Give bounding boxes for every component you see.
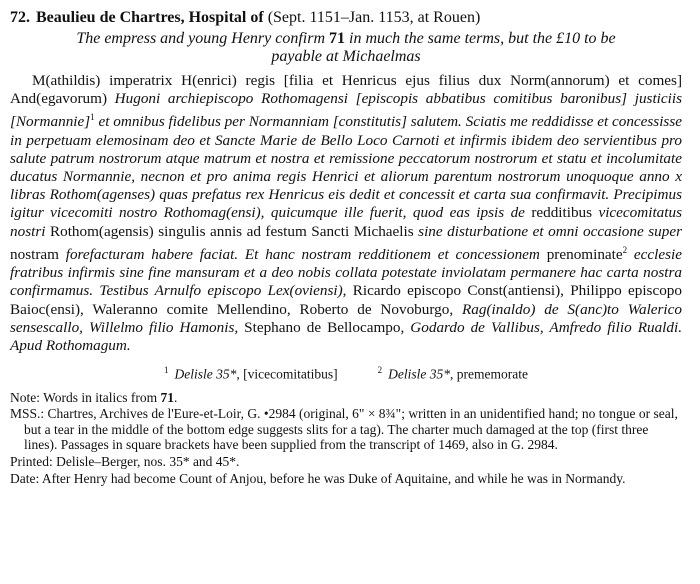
- footnote-marker: 1: [90, 112, 95, 123]
- charter-segment: Stephano de Bellocampo,: [238, 318, 405, 336]
- charter-segment-italic: Rag(inaldo) de S(anc)to Walerico sensescallo, Willelmo filio Hamonis,: [10, 300, 682, 336]
- footnote-text: , prememorate: [450, 366, 528, 382]
- summary-text: The empress and young Henry confirm: [76, 30, 330, 47]
- footnote-text: , [vicecomitatibus]: [236, 366, 338, 382]
- charter-segment: redditibus: [524, 204, 593, 222]
- footnote-2: [378, 361, 528, 384]
- charter-heading: [10, 8, 682, 28]
- footnote-marker: 2: [622, 244, 628, 255]
- charter-segment-italic: et omnibus fidelibus per Normanniam [constitutis] salutem. Sciatis me reddidisse et concessisse in perpetuam elemosinam deo et Sancte Marie de Bello Loco Carnoti et infirmis ibidem deo servientibus pro salute patrum nostrorum atque matrum et nostra et remissione peccatorum nostrorum et statu et incolumitate ducatus Normannie, necnon et pro anima regis Henrici et aliorum parentum nostrorum unoquoque anno x libras Rothom(agenses) quas prefatus rex Henricus eis dedit et concessit et carta sua confirmavit. Precipimus igitur vicecomiti nostro Rothomag(ensi), quicumque ille fuerit, quod eas ipsis de: [10, 113, 682, 222]
- footnote-source: Delisle 35*: [174, 366, 237, 382]
- date-label: Date:: [10, 470, 40, 486]
- mss-text: Chartres, Archives de l'Eure-et-Loir, G. •2984 (original, 6" × 8¾"; written in an unidentified hand; no tongue or seal, but a tear in the middle of the bottom edge suggests slits for a tag). The charter much damaged at the top (first three lines). Passages in square brackets have been supplied from the transcript of 1469, also in G. 2984.: [24, 406, 678, 453]
- summary-ref: 71: [329, 30, 346, 47]
- note-ref: 71: [160, 389, 175, 405]
- note-label: Note:: [10, 389, 40, 405]
- charter-segment-italic: Godardo de Vallibus, Amfredo filio Rualdi. Apud Rothomagum.: [10, 318, 682, 354]
- printed-text: Delisle–Berger, nos. 35* and 45*.: [52, 454, 240, 470]
- charter-segment-italic: sine disturbatione et omni occasione super: [413, 222, 683, 240]
- charter-number: 72.: [10, 9, 30, 26]
- note-text: Words in italics from: [40, 389, 161, 405]
- charter-segment-italic: forefacturam habere faciat. Et hanc nostram redditionem et concessionem: [58, 245, 540, 263]
- charter-segment-italic: Hugoni archiepiscopo Rothomagensi [episcopis abbatibus comitibus baronibus] justiciis [Normannie]: [10, 90, 682, 131]
- mss-note: [10, 406, 682, 453]
- printed-note: [10, 454, 682, 470]
- footnote-1: [164, 361, 338, 384]
- charter-segment: nostram: [10, 245, 59, 263]
- summary-text-end: in much the same terms, but the £10 to be payable at Michaelmas: [271, 30, 616, 65]
- charter-segment: prenominate: [539, 245, 623, 263]
- charter-summary: [50, 30, 642, 66]
- note-line: [10, 390, 682, 406]
- date-note: [10, 471, 682, 487]
- mss-label: MSS.:: [10, 406, 45, 422]
- printed-label: Printed:: [10, 454, 53, 470]
- charter-text: [10, 72, 682, 355]
- charter-segment: Ricardo episcopo Const(antiensi), Philippo episcopo Baioc(ensi), Waleranno comite Mellendino, Roberto de Novoburgo,: [10, 282, 682, 318]
- charter-segment-italic: vicecomitatus nostri: [10, 204, 682, 240]
- footnotes: [10, 361, 682, 384]
- charter-segment: festum Sancti Michaelis: [260, 222, 414, 240]
- editorial-notes: [10, 390, 682, 487]
- footnote-mark: 1: [164, 365, 169, 376]
- footnote-source: Delisle 35*: [388, 366, 450, 382]
- date-text: After Henry had become Count of Anjou, before he was Duke of Aquitaine, and while he was in Normandy.: [39, 470, 626, 486]
- charter-segment: Rothom(agensis) singulis annis ad: [45, 222, 261, 240]
- charter-title: Beaulieu de Chartres, Hospital of: [36, 9, 264, 26]
- charter-segment-italic: ecclesie fratribus infirmis sine fine mansuram et a deo nobis collata potestate inviolatam permanere hac carta nostra confirmamus. Testibus Arnulfo episcopo Lex(oviensi),: [10, 245, 682, 300]
- footnote-mark: 2: [377, 365, 383, 376]
- charter-segment: M(athildis) imperatrix H(enrici) regis [filia et Henricus ejus filius dux Norm(annorum) et comes] And(egavorum): [10, 72, 682, 108]
- note-text-end: .: [174, 389, 178, 405]
- charter-dates: (Sept. 1151–Jan. 1153, at Rouen): [267, 9, 481, 26]
